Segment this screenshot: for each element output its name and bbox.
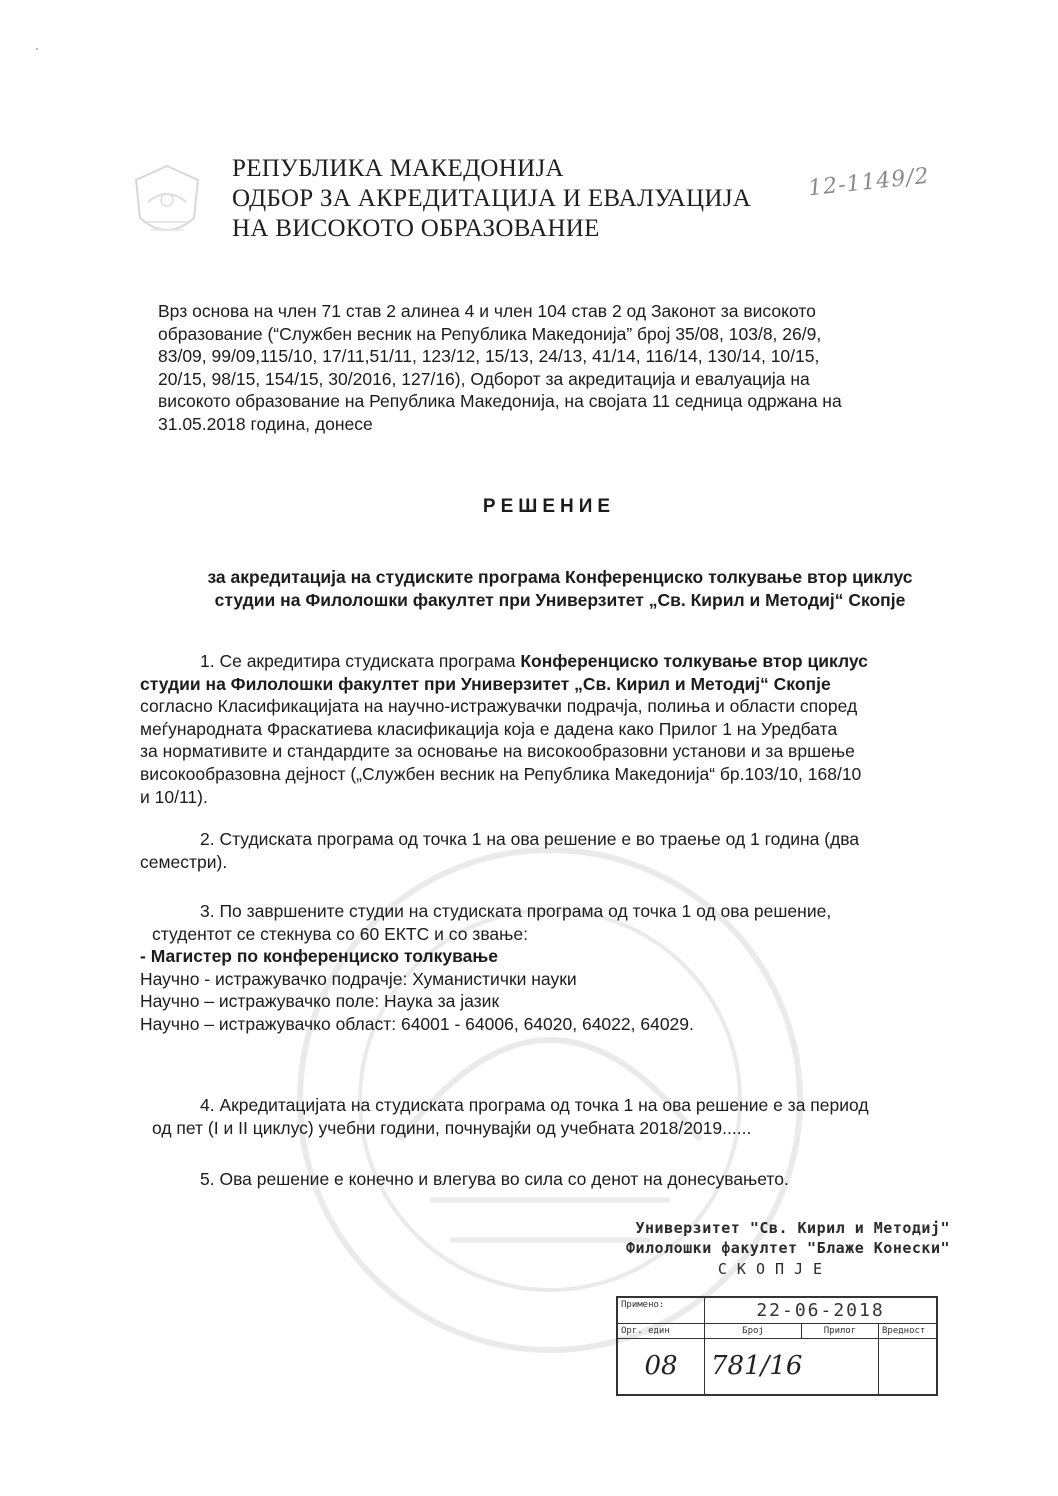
item-1-program-name: Конференциско толкување втор циклус	[520, 651, 868, 671]
item-4-line-2: од пет (I и II циклус) учебни години, почнувајќи од учебната 2018/2019......	[152, 1117, 752, 1138]
item-1-line: меѓународната Фраскатиева класификација која е дадена како Прилог 1 на Уредбата	[140, 718, 838, 739]
item-3-line-1: 3. По завршените студии на студиската програма од точка 1 од ова решение,	[200, 901, 832, 921]
item-1-line: за нормативите и стандардите за основање на високообразовни установи и за вршење	[140, 741, 855, 762]
intro-line: високото образование на Република Македонија, на својата 11 седница одржана на	[158, 391, 842, 412]
intro-line: 20/15, 98/15, 154/15, 30/2016, 127/16), Одборот за акредитација и евалуација на	[158, 368, 810, 389]
item-5-line-1: 5. Ова решение е конечно и влегува во сила со денот на донесувањето.	[200, 1169, 789, 1189]
legal-basis-paragraph	[158, 300, 966, 436]
item-3-degree: - Магистер по конференциско толкување	[140, 946, 498, 967]
subject-line-2: студии на Филолошки факултет при Универзитет „Св. Кирил и Методиј“ Скопје	[214, 590, 906, 610]
handwritten-reference-number: 12-1149/2	[807, 163, 931, 202]
header-line-2: ОДБОР ЗА АКРЕДИТАЦИЈА И ЕВАЛУАЦИЈА	[232, 185, 752, 212]
issuer-header	[232, 154, 751, 244]
stamp-received-date: 22-06-2018	[705, 1297, 938, 1324]
intro-line: образование (“Службен весник на Република Македонија” број 35/08, 103/8, 26/9,	[158, 323, 822, 344]
item-4-line-1: 4. Акредитацијата на студиската програма од точка 1 на ова решение е за период	[200, 1095, 869, 1115]
item-1-line: согласно Класификацијата на научно-истражувачки подрачја, полиња и области според	[140, 696, 858, 717]
intro-line: 83/09, 99/09,115/10, 17/11,51/11, 123/12, 15/13, 24/13, 41/14, 116/14, 130/14, 10/15,	[158, 346, 820, 367]
item-1-line: високообразовна дејност („Службен весник на Република Македонија“ бр.103/10, 168/10	[140, 763, 862, 784]
stamp-number-label: Број	[705, 1324, 802, 1339]
item-1-paragraph	[140, 650, 982, 808]
item-4-paragraph	[140, 1094, 982, 1139]
registry-stamp	[600, 1218, 950, 1382]
item-2-line-1: 2. Студиската програма од точка 1 на ова решение е во траење од 1 година (два	[200, 829, 860, 849]
stamp-received-label: Примено:	[617, 1297, 705, 1324]
item-3-field-area: Научно - истражувачко подрачје: Хуманистички науки	[140, 968, 577, 989]
item-5-paragraph	[140, 1168, 982, 1191]
item-2-line-2: семестри).	[140, 851, 228, 872]
item-3-paragraph	[140, 900, 982, 1036]
item-1-intro: 1. Се акредитира студиската програма	[200, 651, 521, 671]
stamp-number-value: 781/16	[711, 1351, 803, 1382]
item-3-field-region: Научно – истражувачко област: 64001 - 64006, 64020, 64022, 64029.	[140, 1013, 694, 1034]
item-3-field: Научно – истражувачко поле: Наука за јазик	[140, 991, 500, 1012]
stamp-org-unit-value: 08	[644, 1351, 678, 1382]
stamp-city: СКОПЈЕ	[717, 1260, 833, 1278]
stamp-university: Универзитет "Св. Кирил и Методиј"	[635, 1219, 950, 1237]
document-title: РЕШЕНИЕ	[482, 496, 616, 517]
stamp-faculty: Филолошки факултет "Блаже Конески"	[625, 1239, 950, 1257]
intro-line: 31.05.2018 година, донесе	[158, 413, 373, 434]
header-line-1: РЕПУБЛИКА МАКЕДОНИЈА	[232, 155, 564, 182]
intro-line: Врз основа на член 71 став 2 алинеа 4 и член 104 став 2 од Законот за високото	[158, 301, 816, 321]
coat-of-arms-icon	[128, 162, 206, 246]
stamp-value-label: Вредност	[879, 1324, 938, 1339]
item-2-paragraph	[140, 828, 982, 873]
item-1-line: и 10/11).	[140, 786, 208, 807]
item-1-institution: студии на Филолошки факултет при Универзитет „Св. Кирил и Методиј“ Скопје	[140, 673, 831, 694]
stamp-attachment-label: Прилог	[802, 1324, 879, 1339]
stamp-org-unit-label: Орг. един	[617, 1324, 705, 1339]
header-line-3: НА ВИСОКОТО ОБРАЗОВАНИЕ	[232, 215, 600, 242]
item-3-line-2: студентот се стекнува со 60 ЕКТС и со звање:	[152, 923, 528, 944]
stamp-registry-table	[616, 1296, 938, 1396]
scan-speck	[36, 48, 38, 50]
decision-subject	[150, 566, 970, 612]
subject-line-1: за акредитација на студиските програма Конференциско толкување втор циклус	[207, 567, 913, 587]
